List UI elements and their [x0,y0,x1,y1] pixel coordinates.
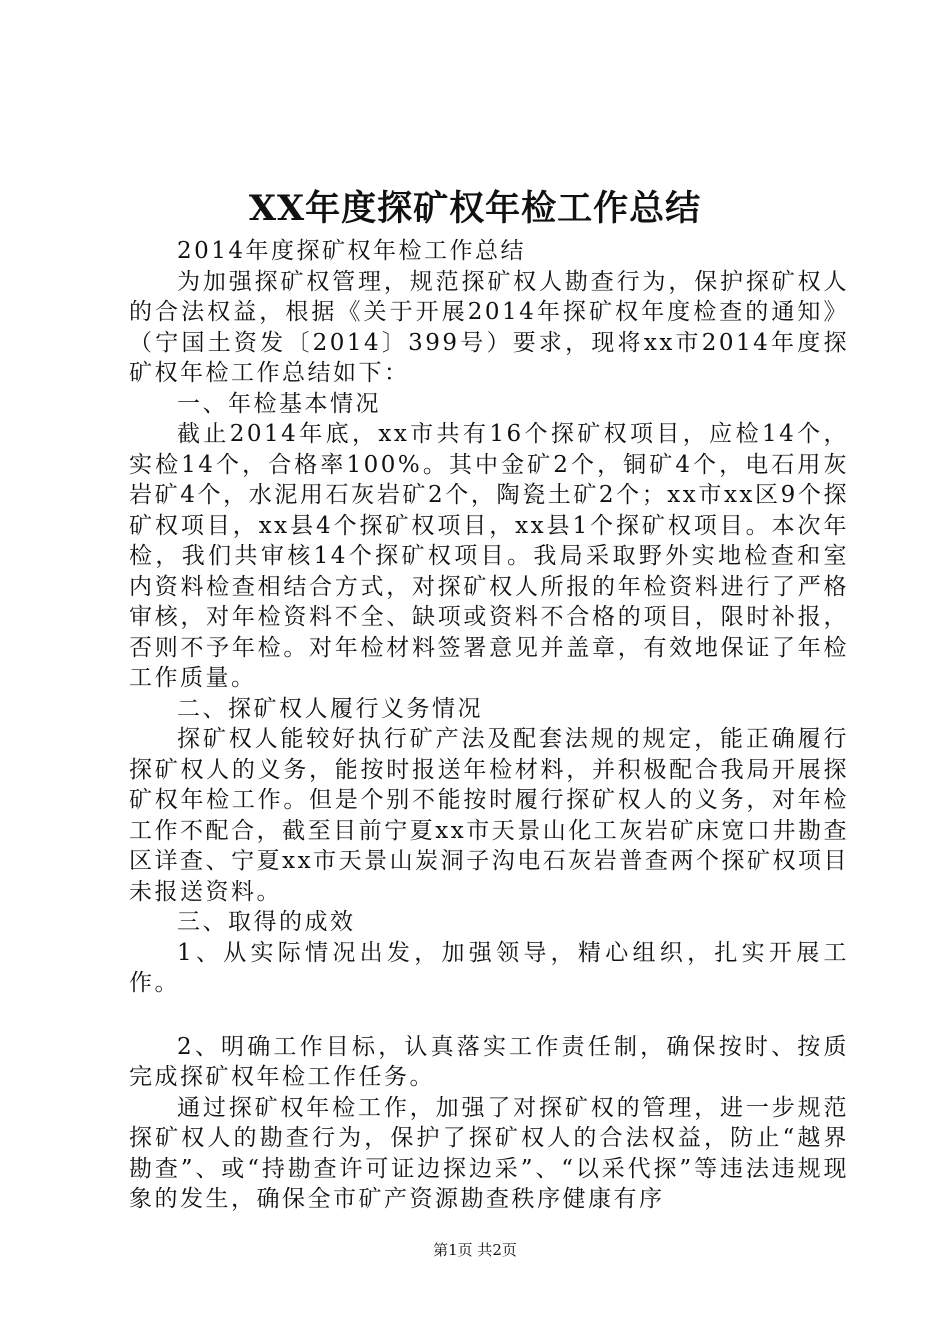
list-item-2: 2、明确工作目标，认真落实工作责任制，确保按时、按质完成探矿权年检工作任务。 [129,1033,849,1090]
page-footer: 第1页 共2页 [433,1241,517,1259]
paragraph-subtitle: 2014年度探矿权年检工作总结 [177,238,527,264]
document-title: XX年度探矿权年检工作总结 [248,188,702,229]
paragraph-intro: 为加强探矿权管理，规范探矿权人勘查行为，保护探矿权人的合法权益，根据《关于开展2014年探矿权年度检查的通知》（宁国土资发〔2014〕399号）要求，现将xx市2014年度探矿权年检工作总结如下： [129,268,849,386]
paragraph-results: 通过探矿权年检工作，加强了对探矿权的管理，进一步规范探矿权人的勘查行为，保护了探矿权人的合法权益，防止“越界勘查”、或“持勘查许可证边探边采”、“以采代探”等违法违规现象的发生，确保全市矿产资源勘查秩序健康有序 [129,1094,849,1212]
section-heading-1: 一、年检基本情况 [177,390,381,417]
paragraph-obligations: 探矿权人能较好执行矿产法及配套法规的规定，能正确履行探矿权人的义务，能按时报送年检材料，并积极配合我局开展探矿权年检工作。但是个别不能按时履行探矿权人的义务，对年检工作不配合，截至目前宁夏xx市天景山化工灰岩矿床宽口井勘查区详查、宁夏xx市天景山炭洞子沟电石灰岩普查两个探矿权项目未报送资料。 [129,726,849,905]
document-body [129,236,849,1215]
section-heading-3: 三、取得的成效 [177,909,356,935]
paragraph-basic-situation: 截止2014年底，xx市共有16个探矿权项目，应检14个，实检14个，合格率100%。其中金矿2个，铜矿4个，电石用灰岩矿4个，水泥用石灰岩矿2个，陶瓷土矿2个；xx市xx区9个探矿权项目，xx县4个探矿权项目，xx县1个探矿权项目。本次年检，我们共审核14个探矿权项目。我局采取野外实地检查和室内资料检查相结合方式，对探矿权人所报的年检资料进行了严格审核，对年检资料不全、缺项或资料不合格的项目，限时补报，否则不予年检。对年检材料签署意见并盖章，有效地保证了年检工作质量。 [129,421,849,691]
list-item-1: 1、从实际情况出发，加强领导，精心组织，扎实开展工作。 [129,939,849,996]
section-heading-2: 二、探矿权人履行义务情况 [177,695,483,722]
